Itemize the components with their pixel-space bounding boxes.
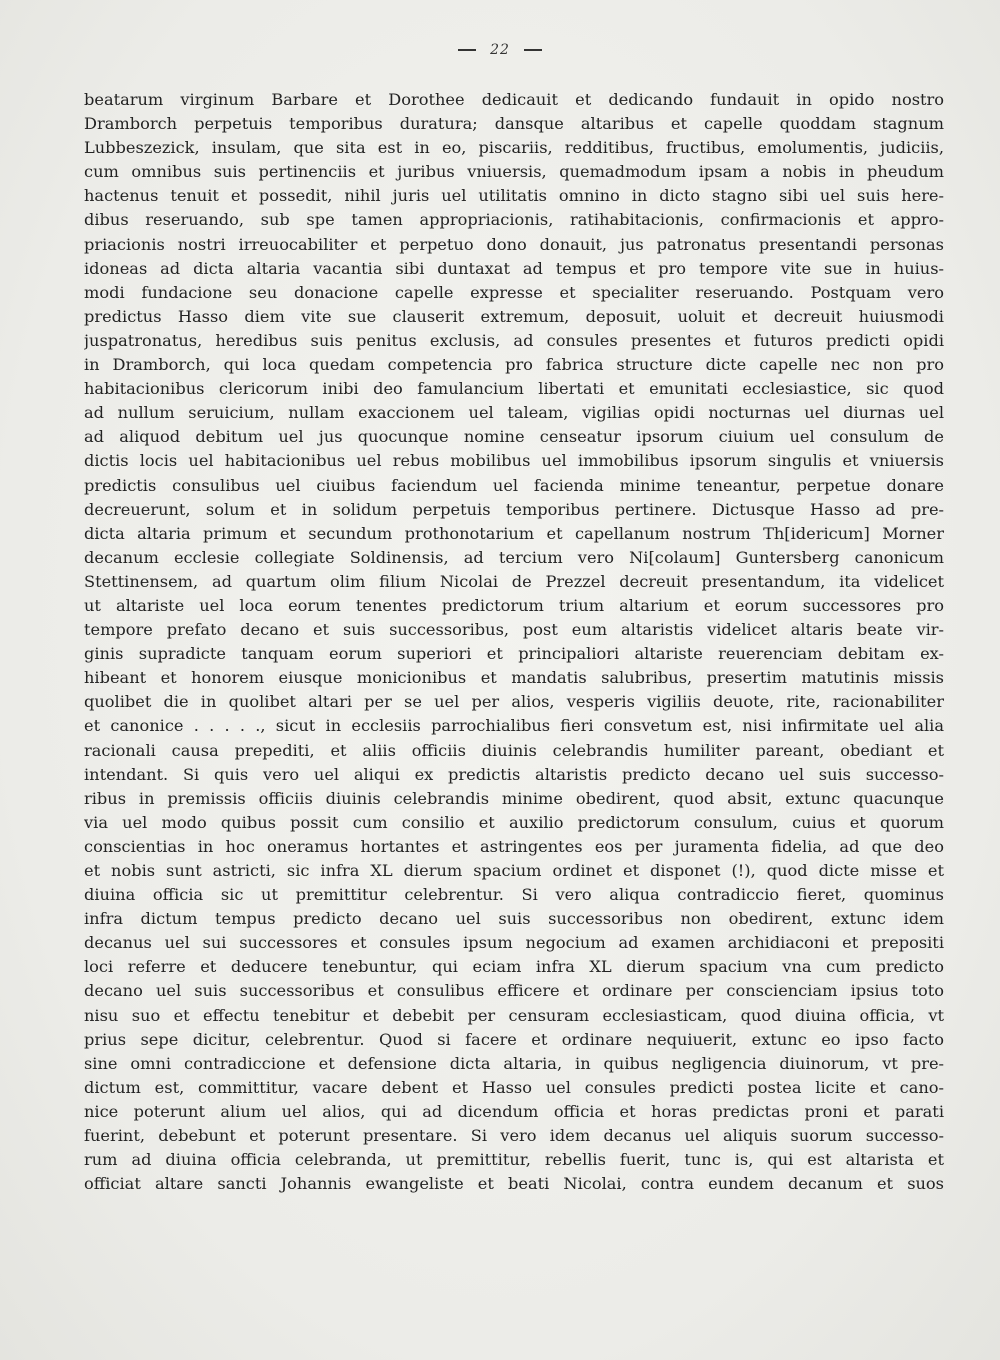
text-line: Dramborch perpetuis temporibus duratura; dansque altaribus et capelle quoddam stagnum (84, 114, 944, 134)
text-line: officiat altare sancti Johannis ewangeliste et beati Nicolai, contra eundem decanum et suos (84, 1174, 944, 1194)
text-line: tempore prefato decano et suis successoribus, post eum altaristis videlicet altaris beate vir- (84, 620, 944, 640)
text-line: et nobis sunt astricti, sic infra XL dierum spacium ordinet et disponet (!), quod dicte misse et (84, 861, 944, 880)
text-line: hactenus tenuit et possedit, nihil juris uel utilitatis omnino in dicto stagno sibi uel suis here- (84, 186, 944, 206)
header-dash-left (458, 49, 476, 51)
text-line: sine omni contradiccione et defensione dicta altaria, in quibus negligencia diuinorum, vt pre- (84, 1053, 944, 1073)
page-header (0, 42, 1000, 58)
text-line: quolibet die in quolibet altari per se uel per alios, vesperis vigiliis deuote, rite, racionabiliter (84, 692, 944, 712)
text-line: habitacionibus clericorum inibi deo famulancium libertati et emunitati ecclesiastice, sic quod (84, 379, 944, 399)
text-line: predictus Hasso diem vite sue clauserit extremum, deposuit, uoluit et decreuit huiusmodi (84, 306, 944, 326)
text-line: dicta altaria primum et secundum prothonotarium et capellanum nostrum Th[idericum] Morner (84, 523, 944, 543)
text-line: decano uel suis successoribus et consulibus efficere et ordinare per conscienciam ipsius toto (84, 981, 944, 1001)
text-line: Stettinensem, ad quartum olim filium Nicolai de Prezzel decreuit presentandum, ita videlicet (84, 571, 944, 591)
text-line: infra dictum tempus predicto decano uel suis successoribus non obedirent, extunc idem (84, 909, 944, 929)
text-line: ad aliquod debitum uel jus quocunque nomine censeatur ipsorum ciuium uel consulum de (84, 427, 944, 447)
text-line: conscientias in hoc oneramus hortantes et astringentes eos per juramenta fidelia, ad que deo (84, 836, 944, 856)
text-line: et canonice . . . . ., sicut in ecclesiis parrochialibus fieri consvetum est, nisi infirmitate uel alia (84, 716, 944, 736)
text-line: rum ad diuina officia celebranda, ut premittitur, rebellis fuerit, tunc is, qui est altarista et (84, 1150, 944, 1170)
text-line: dibus reseruando, sub spe tamen appropriacionis, ratihabitacionis, confirmacionis et appro- (84, 210, 944, 230)
text-line: dictis locis uel habitacionibus uel rebus mobilibus uel immobilibus ipsorum singulis et vniuersis (84, 451, 944, 471)
body-text (84, 88, 944, 1196)
text-line: decreuerunt, solum et in solidum perpetuis temporibus pertinere. Dictusque Hasso ad pre- (84, 499, 944, 519)
text-line: hibeant et honorem eiusque monicionibus et mandatis salubribus, presertim matutinis missis (84, 668, 944, 688)
text-line: decanus uel sui successores et consules ipsum negocium ad examen archidiaconi et prepositi (84, 933, 944, 953)
text-line: priacionis nostri irreuocabiliter et perpetuo dono donauit, jus patronatus presentandi personas (84, 234, 944, 254)
page-number: 22 (490, 42, 510, 58)
text-line: predictis consulibus uel ciuibus faciendum uel facienda minime teneantur, perpetue donare (84, 475, 944, 495)
text-line: Lubbeszezick, insulam, que sita est in eo, piscariis, redditibus, fructibus, emolumentis, judiciis, (84, 138, 944, 158)
text-line: fuerint, debebunt et poterunt presentare. Si vero idem decanus uel aliquis suorum successo- (84, 1126, 944, 1146)
text-line: dictum est, committitur, vacare debent et Hasso uel consules predicti postea licite et cano- (84, 1077, 944, 1097)
text-line: prius sepe dicitur, celebrentur. Quod si facere et ordinare nequiuerit, extunc eo ipso facto (84, 1029, 944, 1049)
text-line: idoneas ad dicta altaria vacantia sibi duntaxat ad tempus et pro tempore vite sue in huius- (84, 258, 944, 278)
text-line: ut altariste uel loca eorum tenentes predictorum trium altarium et eorum successores pro (84, 595, 944, 615)
text-line: ad nullum seruicium, nullam exaccionem uel taleam, vigilias opidi nocturnas uel diurnas uel (84, 403, 944, 423)
text-line: in Dramborch, qui loca quedam competencia pro fabrica structure dicte capelle nec non pro (84, 355, 944, 375)
text-line: nice poterunt alium uel alios, qui ad dicendum officia et horas predictas proni et parati (84, 1101, 944, 1121)
text-line: racionali causa prepediti, et aliis officiis diuinis celebrandis humiliter pareant, obediant et (84, 740, 944, 760)
text-line: ginis supradicte tanquam eorum superiori et principaliori altariste reuerenciam debitam ex- (84, 644, 944, 664)
text-line: modi fundacione seu donacione capelle expresse et specialiter reseruando. Postquam vero (84, 282, 944, 302)
text-line: cum omnibus suis pertinenciis et juribus vniuersis, quemadmodum ipsam a nobis in pheudum (84, 162, 944, 182)
header-dash-right (524, 49, 542, 51)
text-line: nisu suo et effectu tenebitur et debebit per censuram ecclesiasticam, quod diuina officia, vt (84, 1005, 944, 1025)
text-line: beatarum virginum Barbare et Dorothee dedicauit et dedicando fundauit in opido nostro (84, 90, 944, 109)
text-line: decanum ecclesie collegiate Soldinensis, ad tercium vero Ni[colaum] Guntersberg canonicum (84, 547, 944, 567)
text-line: intendant. Si quis vero uel aliqui ex predictis altaristis predicto decano uel suis successo- (84, 764, 944, 784)
text-line: diuina officia sic ut premittitur celebrentur. Si vero aliqua contradiccio fieret, quominus (84, 885, 944, 905)
text-line: via uel modo quibus possit cum consilio et auxilio predictorum consulum, cuius et quorum (84, 812, 944, 832)
text-line: loci referre et deducere tenebuntur, qui eciam infra XL dierum spacium vna cum predicto (84, 957, 944, 977)
text-line: juspatronatus, heredibus suis penitus exclusis, ad consules presentes et futuros predicti opidi (84, 330, 944, 350)
text-line: ribus in premissis officiis diuinis celebrandis minime obedirent, quod absit, extunc quacunque (84, 788, 944, 808)
